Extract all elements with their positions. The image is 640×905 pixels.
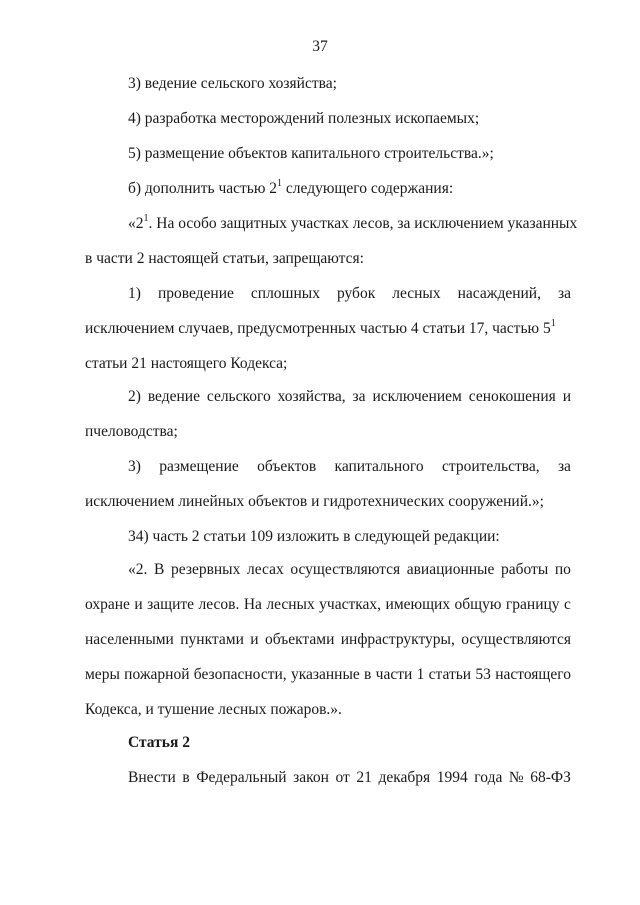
text-line: Кодекса, и тушение лесных пожаров.». [85, 701, 342, 718]
word: работы [500, 561, 549, 578]
text-line [85, 630, 571, 650]
word: осуществляются [290, 561, 401, 578]
text-line: исключением случаев, предусмотренных частью 4 статьи 17, частью $5^1$ [85, 317, 556, 337]
word: и [562, 388, 571, 405]
word: участках, [319, 596, 382, 613]
word: Внести [128, 769, 176, 786]
text-line: 4) разработка месторождений полезных ископаемых; [128, 110, 480, 127]
text-line: б) дополнить частью $2^1$ следующего содержания: [128, 177, 454, 197]
word: насаждений, [457, 285, 541, 302]
word: лесов. [198, 596, 240, 613]
word: размещение [159, 458, 239, 475]
word: инфраструктуры, [340, 631, 455, 648]
word: части [375, 666, 413, 683]
text-line [128, 284, 571, 304]
text-line: статьи 21 настоящего Кодекса; [85, 355, 288, 372]
word: 68-ФЗ [530, 769, 571, 786]
word: и [250, 631, 259, 648]
word: № [508, 769, 524, 786]
word: резервных [171, 561, 241, 578]
word: за [557, 285, 571, 302]
word: сенокошения [468, 388, 556, 405]
text-line: исключением линейных объектов и гидротехнических сооружений.»; [85, 493, 544, 510]
word: рубок [336, 285, 376, 302]
word: 21 [356, 769, 372, 786]
text-line: 3) ведение сельского хозяйства; [128, 75, 337, 92]
word: 1 [416, 666, 425, 683]
word: настоящего [495, 666, 571, 683]
word: 3) [128, 458, 141, 475]
word: Федеральный [196, 769, 287, 786]
word: за [352, 388, 366, 405]
word: объектов [257, 458, 317, 475]
word: меры [85, 666, 120, 683]
word: исключением [372, 388, 462, 405]
page-number: 37 [312, 38, 328, 55]
word: общую [454, 596, 502, 613]
text-line: 5) размещение объектов капитального строительства.»; [128, 145, 494, 162]
text-line: 34) часть 2 статьи 109 изложить в следующей редакции: [128, 528, 500, 545]
text-line [85, 665, 571, 685]
word: по [554, 561, 571, 578]
word: от [335, 769, 350, 786]
word: с [564, 596, 571, 613]
word: безопасности, [193, 666, 287, 683]
word: лесах [247, 561, 284, 578]
word: пожарной [124, 666, 190, 683]
word: года [474, 769, 503, 786]
word: пунктами [180, 631, 244, 648]
word: в [364, 666, 372, 683]
word: авиационные [406, 561, 495, 578]
text-line: в части 2 настоящей статьи, запрещаются: [85, 250, 364, 267]
word: лесных [392, 285, 441, 302]
word: границу [505, 596, 560, 613]
word: указанные [290, 666, 360, 683]
text-line [128, 387, 571, 407]
word: лесных [266, 596, 315, 613]
word: строительства, [441, 458, 540, 475]
word: за [557, 458, 571, 475]
word: проведение [157, 285, 234, 302]
word: ведение [147, 388, 200, 405]
word: В [154, 561, 165, 578]
word: 53 [475, 666, 491, 683]
word: 2) [128, 388, 141, 405]
word: охране [85, 596, 130, 613]
word: осуществляются [461, 631, 571, 648]
word: закон [293, 769, 329, 786]
word: сельского [206, 388, 271, 405]
word: 1) [128, 285, 141, 302]
text-line [128, 768, 571, 788]
word: в [182, 769, 190, 786]
word: декабря [378, 769, 431, 786]
text-line [128, 457, 571, 477]
article-heading: Статья 2 [128, 734, 190, 751]
word: имеющих [385, 596, 451, 613]
word: капитального [334, 458, 424, 475]
word: 1994 [436, 769, 468, 786]
text-line: «$2^1$. На особо защитных участках лесов, за исключением указанных [128, 212, 578, 232]
word: и [134, 596, 143, 613]
word: «2. [128, 561, 148, 578]
word: На [243, 596, 262, 613]
text-line: пчеловодства; [85, 423, 178, 440]
word: объектами [264, 631, 335, 648]
word: защите [147, 596, 195, 613]
text-line [85, 595, 571, 615]
word: статьи [428, 666, 472, 683]
word: сплошных [250, 285, 320, 302]
word: хозяйства, [277, 388, 346, 405]
text-line [128, 560, 571, 580]
word: населенными [85, 631, 174, 648]
